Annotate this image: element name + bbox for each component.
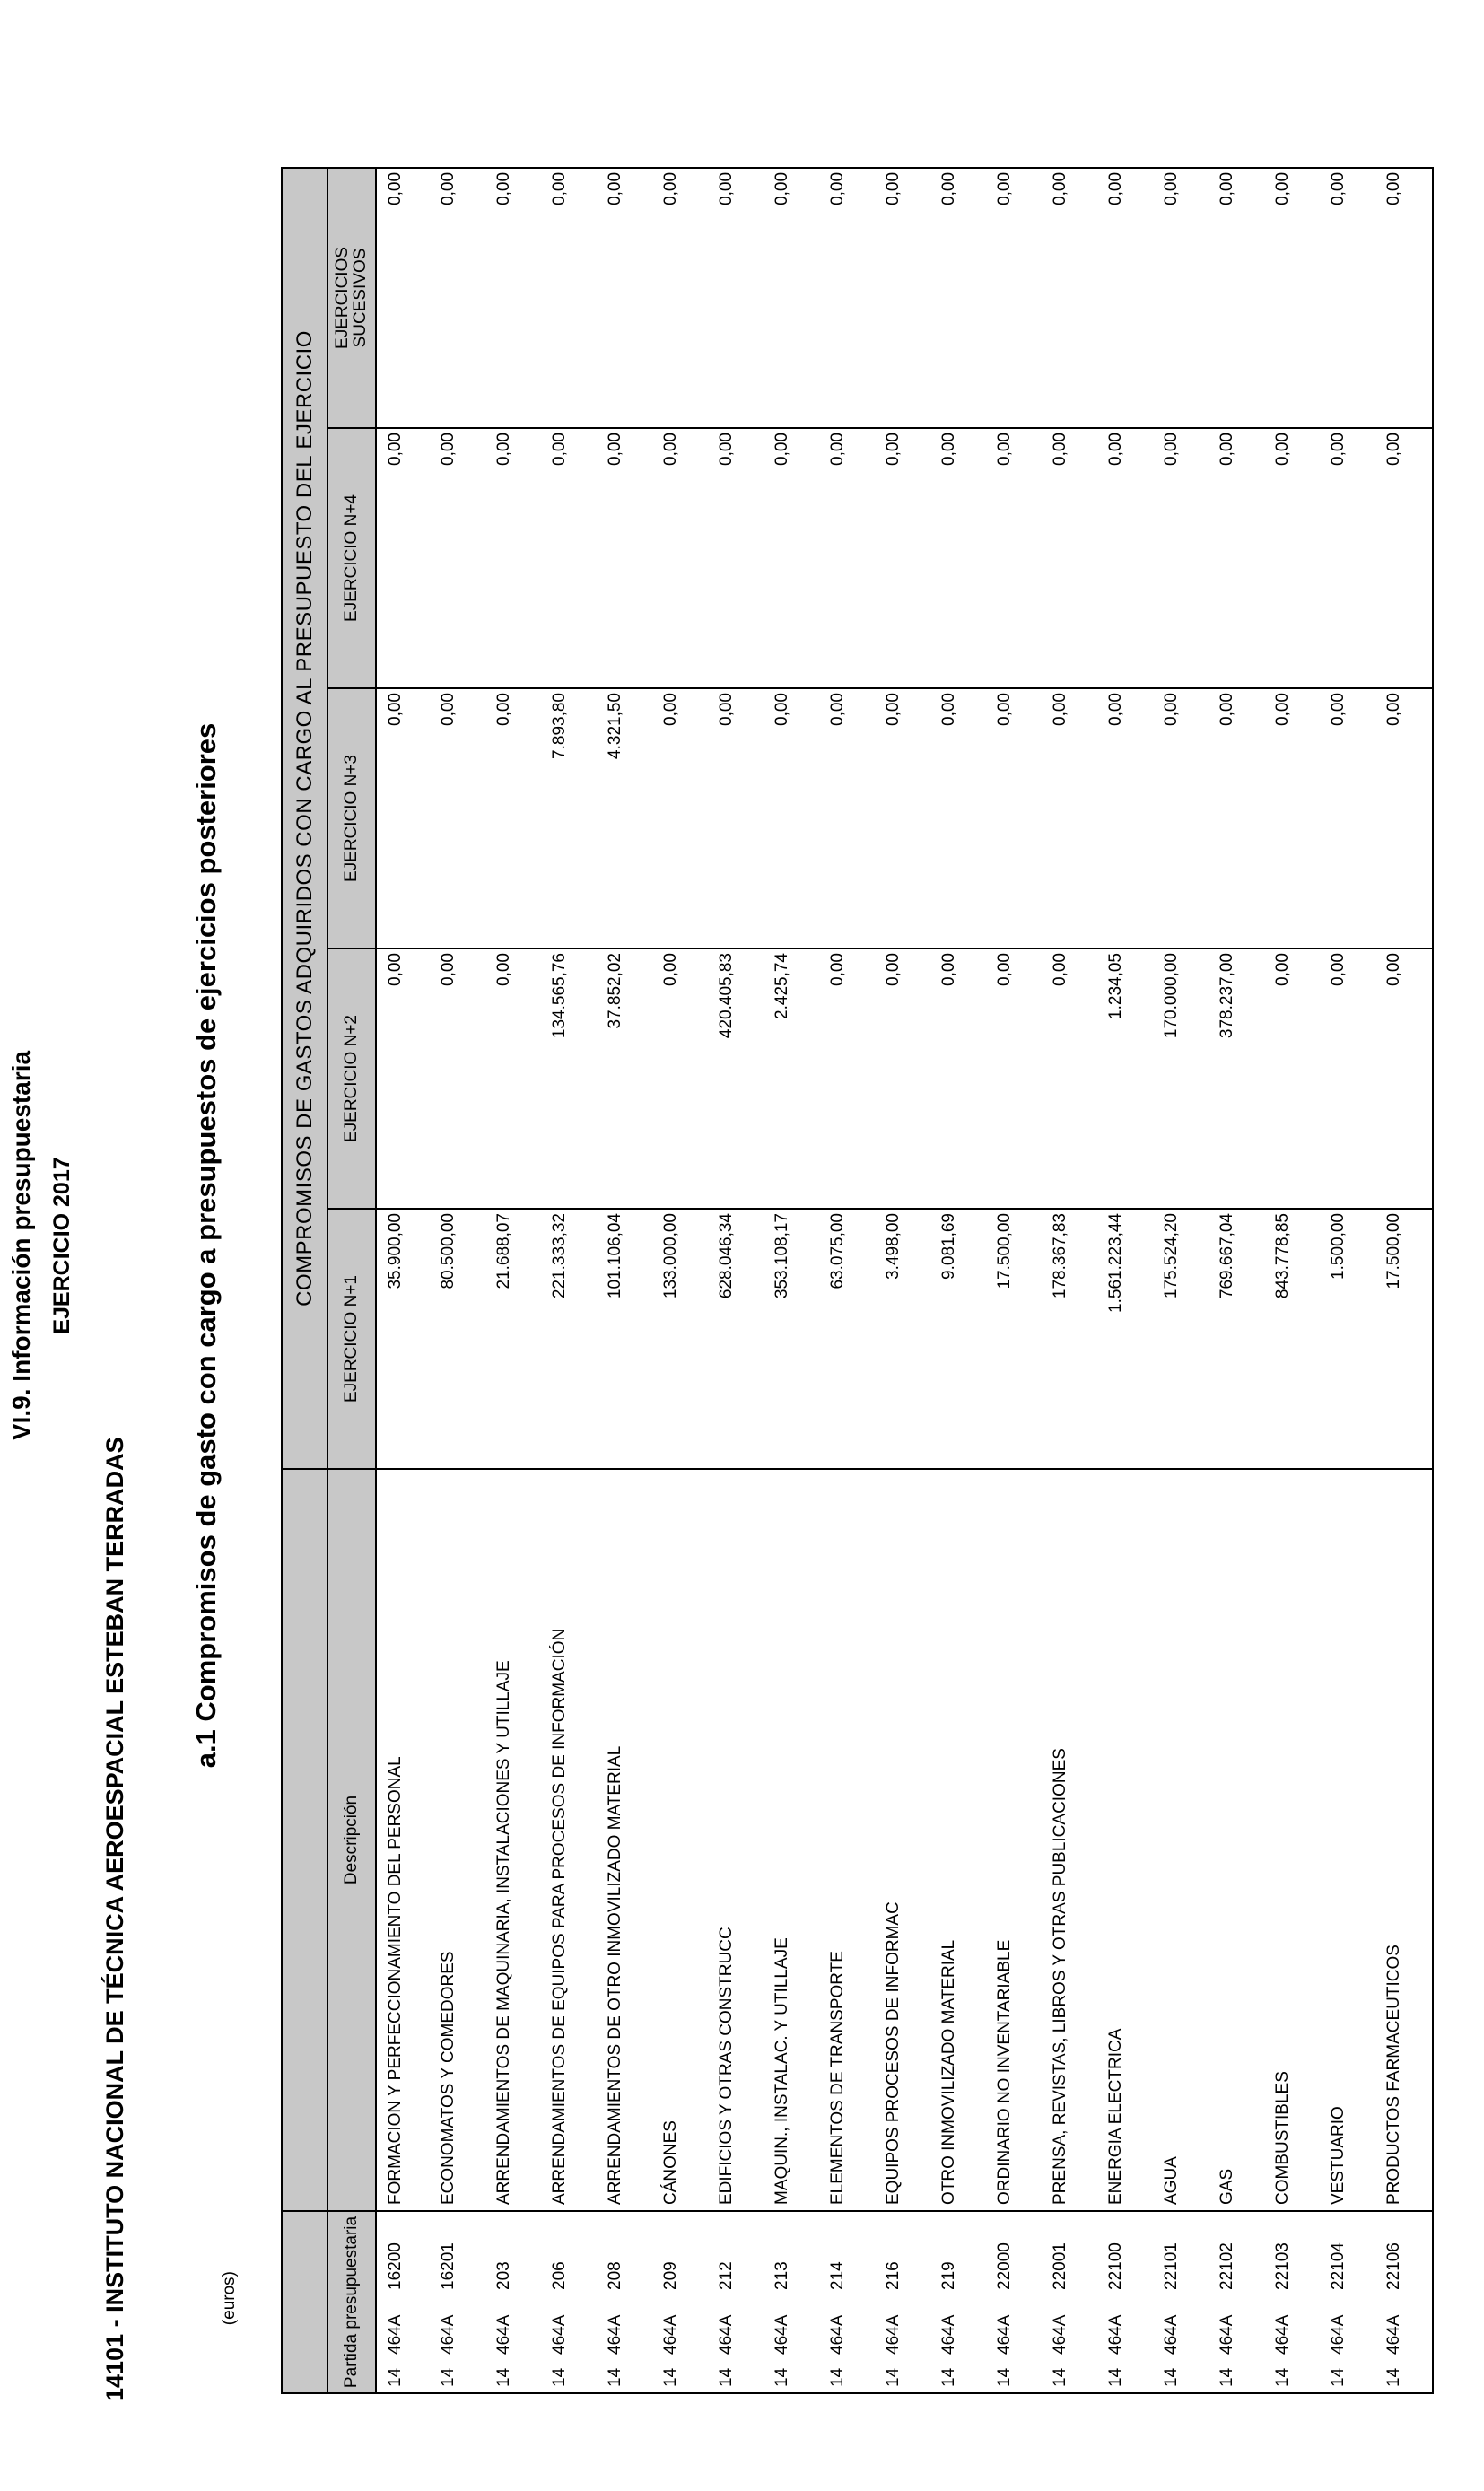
partida-program: 464A <box>939 2314 958 2355</box>
description-cell: OTRO INMOVILIZADO MATERIAL <box>932 1469 988 2211</box>
column-header-sucesivos <box>327 168 376 428</box>
partida-economic: 16201 <box>439 2242 458 2290</box>
budget-commitments-table <box>281 167 1434 2394</box>
ejercicio-n4-cell: 0,00 <box>1155 428 1210 688</box>
partida-cell <box>765 2211 821 2393</box>
table-row <box>1377 168 1433 2393</box>
ejercicio-n3-cell: 0,00 <box>988 688 1043 948</box>
description-cell: MAQUIN., INSTALAC. Y UTILLAJE <box>765 1469 821 2211</box>
partida-cell <box>988 2211 1043 2393</box>
ejercicio-n3-cell: 0,00 <box>376 688 432 948</box>
description-cell: GAS <box>1210 1469 1266 2211</box>
partida-economic: 22103 <box>1273 2242 1292 2290</box>
header-empty-descripcion <box>282 1469 327 2211</box>
table-row <box>1155 168 1210 2393</box>
partida-org: 14 <box>717 2367 736 2387</box>
table-row <box>1043 168 1099 2393</box>
ejercicio-n1-cell: 175.524,20 <box>1155 1209 1210 1469</box>
partida-economic: 203 <box>494 2261 513 2290</box>
ejercicios-sucesivos-cell: 0,00 <box>543 168 598 428</box>
ejercicios-sucesivos-cell: 0,00 <box>1210 168 1266 428</box>
partida-cell <box>932 2211 988 2393</box>
partida-economic: 22100 <box>1106 2242 1125 2290</box>
ejercicio-n4-cell: 0,00 <box>1322 428 1377 688</box>
ejercicio-n1-cell: 17.500,00 <box>1377 1209 1433 1469</box>
ejercicio-n1-cell: 353.108,17 <box>765 1209 821 1469</box>
ejercicio-n1-cell: 178.367,83 <box>1043 1209 1099 1469</box>
ejercicio-n3-cell: 0,00 <box>1043 688 1099 948</box>
description-cell: COMBUSTIBLES <box>1266 1469 1322 2211</box>
table-row <box>877 168 932 2393</box>
partida-economic: 212 <box>717 2261 736 2290</box>
partida-org: 14 <box>773 2367 791 2387</box>
partida-org: 14 <box>606 2367 624 2387</box>
partida-program: 464A <box>1329 2314 1348 2355</box>
ejercicio-n3-cell: 0,00 <box>654 688 710 948</box>
partida-org: 14 <box>1051 2367 1069 2387</box>
partida-cell <box>877 2211 932 2393</box>
ejercicio-n2-cell: 378.237,00 <box>1210 948 1266 1209</box>
ejercicio-n2-cell: 170.000,00 <box>1155 948 1210 1209</box>
ejercicio-n4-cell: 0,00 <box>1266 428 1322 688</box>
ejercicios-sucesivos-cell: 0,00 <box>1377 168 1433 428</box>
ejercicio-n3-cell: 0,00 <box>821 688 877 948</box>
table-row <box>1210 168 1266 2393</box>
ejercicios-sucesivos-cell: 0,00 <box>598 168 654 428</box>
ejercicio-n4-cell: 0,00 <box>543 428 598 688</box>
partida-economic: 219 <box>939 2261 958 2290</box>
column-header-n3: EJERCICIO N+3 <box>327 688 376 948</box>
header-empty-partida <box>282 2211 327 2393</box>
ejercicio-n2-cell: 0,00 <box>654 948 710 1209</box>
description-cell: CÁNONES <box>654 1469 710 2211</box>
partida-cell <box>1099 2211 1155 2393</box>
ejercicio-n1-cell: 80.500,00 <box>432 1209 487 1469</box>
partida-org: 14 <box>494 2367 513 2387</box>
table-row <box>1322 168 1377 2393</box>
partida-program: 464A <box>884 2314 903 2355</box>
ejercicio-n3-cell: 0,00 <box>710 688 765 948</box>
column-header-sucesivos-line1: EJERCICIOS <box>333 246 352 349</box>
partida-program: 464A <box>1273 2314 1292 2355</box>
description-cell: EDIFICIOS Y OTRAS CONSTRUCC <box>710 1469 765 2211</box>
partida-program: 464A <box>1051 2314 1069 2355</box>
ejercicio-n1-cell: 628.046,34 <box>710 1209 765 1469</box>
partida-org: 14 <box>661 2367 680 2387</box>
ejercicios-sucesivos-cell: 0,00 <box>1155 168 1210 428</box>
description-cell: FORMACION Y PERFECCIONAMIENTO DEL PERSONAL <box>376 1469 432 2211</box>
table-row <box>932 168 988 2393</box>
partida-org: 14 <box>1218 2367 1236 2387</box>
ejercicio-n3-cell: 0,00 <box>1266 688 1322 948</box>
ejercicio-n2-cell: 0,00 <box>487 948 543 1209</box>
table-row <box>821 168 877 2393</box>
ejercicio-n2-cell: 37.852,02 <box>598 948 654 1209</box>
ejercicio-n1-cell: 17.500,00 <box>988 1209 1043 1469</box>
partida-org: 14 <box>386 2367 405 2387</box>
ejercicio-n3-cell: 7.893,80 <box>543 688 598 948</box>
description-cell: ARRENDAMIENTOS DE MAQUINARIA, INSTALACIONES Y UTILLAJE <box>487 1469 543 2211</box>
ejercicio-n1-cell: 1.500,00 <box>1322 1209 1377 1469</box>
ejercicio-n1-cell: 63.075,00 <box>821 1209 877 1469</box>
ejercicio-n2-cell: 0,00 <box>1322 948 1377 1209</box>
partida-cell <box>432 2211 487 2393</box>
ejercicios-sucesivos-cell: 0,00 <box>654 168 710 428</box>
ejercicio-n1-cell: 133.000,00 <box>654 1209 710 1469</box>
table-row <box>543 168 598 2393</box>
partida-program: 464A <box>1218 2314 1236 2355</box>
partida-cell <box>598 2211 654 2393</box>
description-cell: ARRENDAMIENTOS DE EQUIPOS PARA PROCESOS DE INFORMACIÓN <box>543 1469 598 2211</box>
ejercicio-n4-cell: 0,00 <box>1377 428 1433 688</box>
ejercicio-n2-cell: 0,00 <box>1377 948 1433 1209</box>
partida-economic: 214 <box>828 2261 847 2290</box>
partida-economic: 22102 <box>1218 2242 1236 2290</box>
partida-program: 464A <box>606 2314 624 2355</box>
ejercicio-n1-cell: 1.561.223,44 <box>1099 1209 1155 1469</box>
ejercicio-n3-cell: 0,00 <box>765 688 821 948</box>
ejercicio-n3-cell: 0,00 <box>1377 688 1433 948</box>
ejercicio-n1-cell: 35.900,00 <box>376 1209 432 1469</box>
partida-cell <box>1155 2211 1210 2393</box>
ejercicio-n4-cell: 0,00 <box>1099 428 1155 688</box>
partida-cell <box>1043 2211 1099 2393</box>
ejercicio-n2-cell: 0,00 <box>932 948 988 1209</box>
partida-org: 14 <box>828 2367 847 2387</box>
ejercicios-sucesivos-cell: 0,00 <box>1322 168 1377 428</box>
description-cell: EQUIPOS PROCESOS DE INFORMAC <box>877 1469 932 2211</box>
partida-cell <box>543 2211 598 2393</box>
ejercicio-n2-cell: 0,00 <box>877 948 932 1209</box>
partida-cell <box>1377 2211 1433 2393</box>
partida-economic: 22001 <box>1051 2242 1069 2290</box>
ejercicio-n2-cell: 0,00 <box>376 948 432 1209</box>
table-body <box>376 168 1433 2393</box>
description-cell: VESTUARIO <box>1322 1469 1377 2211</box>
partida-economic: 206 <box>550 2261 569 2290</box>
ejercicios-sucesivos-cell: 0,00 <box>932 168 988 428</box>
partida-org: 14 <box>884 2367 903 2387</box>
partida-program: 464A <box>773 2314 791 2355</box>
ejercicio-n2-cell: 134.565,76 <box>543 948 598 1209</box>
ejercicio-n1-cell: 769.667,04 <box>1210 1209 1266 1469</box>
partida-cell <box>821 2211 877 2393</box>
ejercicio-n4-cell: 0,00 <box>598 428 654 688</box>
ejercicio-n2-cell: 420.405,83 <box>710 948 765 1209</box>
ejercicio-n3-cell: 4.321,50 <box>598 688 654 948</box>
ejercicios-sucesivos-cell: 0,00 <box>1099 168 1155 428</box>
ejercicio-n3-cell: 0,00 <box>1210 688 1266 948</box>
ejercicio-n1-cell: 101.106,04 <box>598 1209 654 1469</box>
ejercicio-n3-cell: 0,00 <box>1322 688 1377 948</box>
partida-economic: 22104 <box>1329 2242 1348 2290</box>
column-header-n1: EJERCICIO N+1 <box>327 1209 376 1469</box>
ejercicios-sucesivos-cell: 0,00 <box>376 168 432 428</box>
ejercicio-n2-cell: 2.425,74 <box>765 948 821 1209</box>
units-label: (euros) <box>220 2271 239 2326</box>
partida-program: 464A <box>661 2314 680 2355</box>
partida-economic: 208 <box>606 2261 624 2290</box>
ejercicio-n4-cell: 0,00 <box>988 428 1043 688</box>
ejercicio-n4-cell: 0,00 <box>821 428 877 688</box>
ejercicio-n3-cell: 0,00 <box>877 688 932 948</box>
description-cell: PRENSA, REVISTAS, LIBROS Y OTRAS PUBLICACIONES <box>1043 1469 1099 2211</box>
partida-org: 14 <box>1273 2367 1292 2387</box>
description-cell: ARRENDAMIENTOS DE OTRO INMOVILIZADO MATERIAL <box>598 1469 654 2211</box>
ejercicio-n2-cell: 0,00 <box>1043 948 1099 1209</box>
description-cell: ELEMENTOS DE TRANSPORTE <box>821 1469 877 2211</box>
partida-economic: 16200 <box>386 2242 405 2290</box>
ejercicio-n4-cell: 0,00 <box>376 428 432 688</box>
partida-cell <box>1266 2211 1322 2393</box>
description-cell: ORDINARIO NO INVENTARIABLE <box>988 1469 1043 2211</box>
ejercicios-sucesivos-cell: 0,00 <box>988 168 1043 428</box>
table-row <box>376 168 432 2393</box>
partida-economic: 216 <box>884 2261 903 2290</box>
partida-program: 464A <box>439 2314 458 2355</box>
column-header-n2: EJERCICIO N+2 <box>327 948 376 1209</box>
partida-org: 14 <box>439 2367 458 2387</box>
ejercicio-n3-cell: 0,00 <box>932 688 988 948</box>
ejercicio-n4-cell: 0,00 <box>654 428 710 688</box>
partida-economic: 22000 <box>995 2242 1014 2290</box>
table-row <box>654 168 710 2393</box>
ejercicio-n2-cell: 0,00 <box>1266 948 1322 1209</box>
partida-org: 14 <box>939 2367 958 2387</box>
ejercicio-n3-cell: 0,00 <box>1099 688 1155 948</box>
table-row <box>1266 168 1322 2393</box>
column-header-sucesivos-line2: SUCESIVOS <box>351 248 370 348</box>
document-title: VI.9. Información presupuestaria <box>7 1050 35 1441</box>
description-cell: PRODUCTOS FARMACEUTICOS <box>1377 1469 1433 2211</box>
partida-org: 14 <box>1384 2367 1403 2387</box>
description-cell: AGUA <box>1155 1469 1210 2211</box>
table-row <box>1099 168 1155 2393</box>
partida-program: 464A <box>1162 2314 1181 2355</box>
table-row <box>988 168 1043 2393</box>
ejercicio-n3-cell: 0,00 <box>432 688 487 948</box>
partida-program: 464A <box>828 2314 847 2355</box>
ejercicios-sucesivos-cell: 0,00 <box>765 168 821 428</box>
partida-cell <box>1322 2211 1377 2393</box>
ejercicio-n3-cell: 0,00 <box>1155 688 1210 948</box>
budget-table-wrapper <box>281 169 1434 2394</box>
partida-org: 14 <box>1106 2367 1125 2387</box>
description-cell: ENERGIA ELECTRICA <box>1099 1469 1155 2211</box>
organization-name: 14101 - INSTITUTO NACIONAL DE TÉCNICA AEROESPACIAL ESTEBAN TERRADAS <box>101 1437 128 2401</box>
ejercicio-n4-cell: 0,00 <box>932 428 988 688</box>
partida-economic: 22101 <box>1162 2242 1181 2290</box>
partida-cell <box>710 2211 765 2393</box>
ejercicio-n3-cell: 0,00 <box>487 688 543 948</box>
group-header: COMPROMISOS DE GASTOS ADQUIRIDOS CON CARGO AL PRESUPUESTO DEL EJERCICIO <box>282 168 327 1469</box>
ejercicio-n1-cell: 21.688,07 <box>487 1209 543 1469</box>
ejercicio-n2-cell: 0,00 <box>432 948 487 1209</box>
table-row <box>598 168 654 2393</box>
partida-economic: 213 <box>773 2261 791 2290</box>
partida-org: 14 <box>1329 2367 1348 2387</box>
partida-program: 464A <box>386 2314 405 2355</box>
ejercicio-n1-cell: 9.081,69 <box>932 1209 988 1469</box>
table-row <box>487 168 543 2393</box>
partida-cell <box>376 2211 432 2393</box>
partida-program: 464A <box>995 2314 1014 2355</box>
ejercicio-n4-cell: 0,00 <box>1210 428 1266 688</box>
partida-program: 464A <box>550 2314 569 2355</box>
ejercicio-n1-cell: 3.498,00 <box>877 1209 932 1469</box>
ejercicio-n1-cell: 843.778,85 <box>1266 1209 1322 1469</box>
description-cell: ECONOMATOS Y COMEDORES <box>432 1469 487 2211</box>
partida-org: 14 <box>550 2367 569 2387</box>
partida-cell <box>1210 2211 1266 2393</box>
ejercicios-sucesivos-cell: 0,00 <box>710 168 765 428</box>
ejercicio-n2-cell: 1.234,05 <box>1099 948 1155 1209</box>
partida-program: 464A <box>1106 2314 1125 2355</box>
partida-economic: 22106 <box>1384 2242 1403 2290</box>
ejercicio-n1-cell: 221.333,32 <box>543 1209 598 1469</box>
partida-cell <box>654 2211 710 2393</box>
partida-economic: 209 <box>661 2261 680 2290</box>
table-row <box>432 168 487 2393</box>
ejercicio-n2-cell: 0,00 <box>988 948 1043 1209</box>
table-row <box>765 168 821 2393</box>
ejercicio-n4-cell: 0,00 <box>710 428 765 688</box>
ejercicio-n4-cell: 0,00 <box>1043 428 1099 688</box>
ejercicios-sucesivos-cell: 0,00 <box>432 168 487 428</box>
ejercicios-sucesivos-cell: 0,00 <box>877 168 932 428</box>
ejercicios-sucesivos-cell: 0,00 <box>821 168 877 428</box>
ejercicio-n4-cell: 0,00 <box>432 428 487 688</box>
ejercicio-n2-cell: 0,00 <box>821 948 877 1209</box>
partida-program: 464A <box>717 2314 736 2355</box>
column-header-n4: EJERCICIO N+4 <box>327 428 376 688</box>
ejercicio-n4-cell: 0,00 <box>487 428 543 688</box>
ejercicio-n4-cell: 0,00 <box>765 428 821 688</box>
section-title: a.1 Compromisos de gasto con cargo a presupuestos de ejercicios posteriores <box>190 722 222 1769</box>
column-header-descripcion: Descripción <box>327 1469 376 2211</box>
fiscal-year: EJERCICIO 2017 <box>49 1157 74 1334</box>
ejercicios-sucesivos-cell: 0,00 <box>1043 168 1099 428</box>
table-row <box>710 168 765 2393</box>
ejercicio-n4-cell: 0,00 <box>877 428 932 688</box>
partida-cell <box>487 2211 543 2393</box>
ejercicios-sucesivos-cell: 0,00 <box>1266 168 1322 428</box>
partida-program: 464A <box>1384 2314 1403 2355</box>
column-header-partida: Partida presupuestaria <box>327 2211 376 2393</box>
partida-org: 14 <box>995 2367 1014 2387</box>
partida-org: 14 <box>1162 2367 1181 2387</box>
partida-program: 464A <box>494 2314 513 2355</box>
ejercicios-sucesivos-cell: 0,00 <box>487 168 543 428</box>
